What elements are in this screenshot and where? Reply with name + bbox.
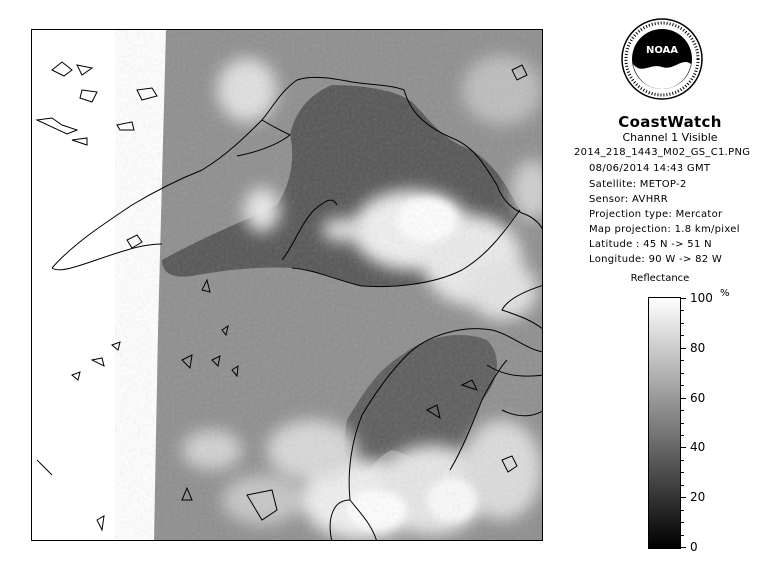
colorbar-tick [681,348,686,349]
colorbar-minor-tick [681,510,684,511]
satellite-swath [154,30,543,541]
colorbar-tick-label: 80 [690,341,706,355]
satellite-map[interactable] [31,29,543,541]
colorbar-tick [681,447,686,448]
colorbar-tick-label: 40 [690,440,706,454]
colorbar-minor-tick [681,522,684,523]
colorbar-minor-tick [681,535,684,536]
channel-label: Channel 1 Visible [622,131,718,144]
datetime: 08/06/2014 14:43 GMT [589,163,711,174]
colorbar-minor-tick [681,360,684,361]
colorbar-minor-tick [681,310,684,311]
map-projection: Map projection: 1.8 km/pixel [589,224,740,235]
colorbar-tick-label: 60 [690,391,706,405]
latitude-range: Latitude : 45 N -> 51 N [589,239,712,250]
colorbar-tick-label: 0 [690,540,698,554]
colorbar-unit: % [720,288,730,299]
noaa-logo-text: NOAA [645,45,679,56]
colorbar-minor-tick [681,410,684,411]
colorbar-minor-tick [681,373,684,374]
colorbar-minor-tick [681,460,684,461]
colorbar-tick [681,398,686,399]
colorbar-minor-tick [681,423,684,424]
colorbar-tick-label: 20 [690,490,706,504]
colorbar-minor-tick [681,485,684,486]
colorbar-title: Reflectance [630,273,690,284]
colorbar-minor-tick [681,385,684,386]
colorbar-tick [681,497,686,498]
colorbar-minor-tick [681,435,684,436]
colorbar-tick [681,298,686,299]
reflectance-colorbar [648,297,681,549]
noaa-logo [620,17,704,101]
brand-title: CoastWatch [618,113,722,131]
colorbar-tick-label: 100 [690,291,713,305]
longitude-range: Longitude: 90 W -> 82 W [589,254,723,265]
projection-type: Projection type: Mercator [589,209,723,220]
colorbar-tick [681,547,686,548]
colorbar-minor-tick [681,323,684,324]
colorbar-minor-tick [681,335,684,336]
satellite-info: Satellite: METOP-2 [589,179,687,190]
sensor-info: Sensor: AVHRR [589,194,669,205]
colorbar-minor-tick [681,472,684,473]
filename: 2014_218_1443_M02_GS_C1.PNG [574,147,751,158]
